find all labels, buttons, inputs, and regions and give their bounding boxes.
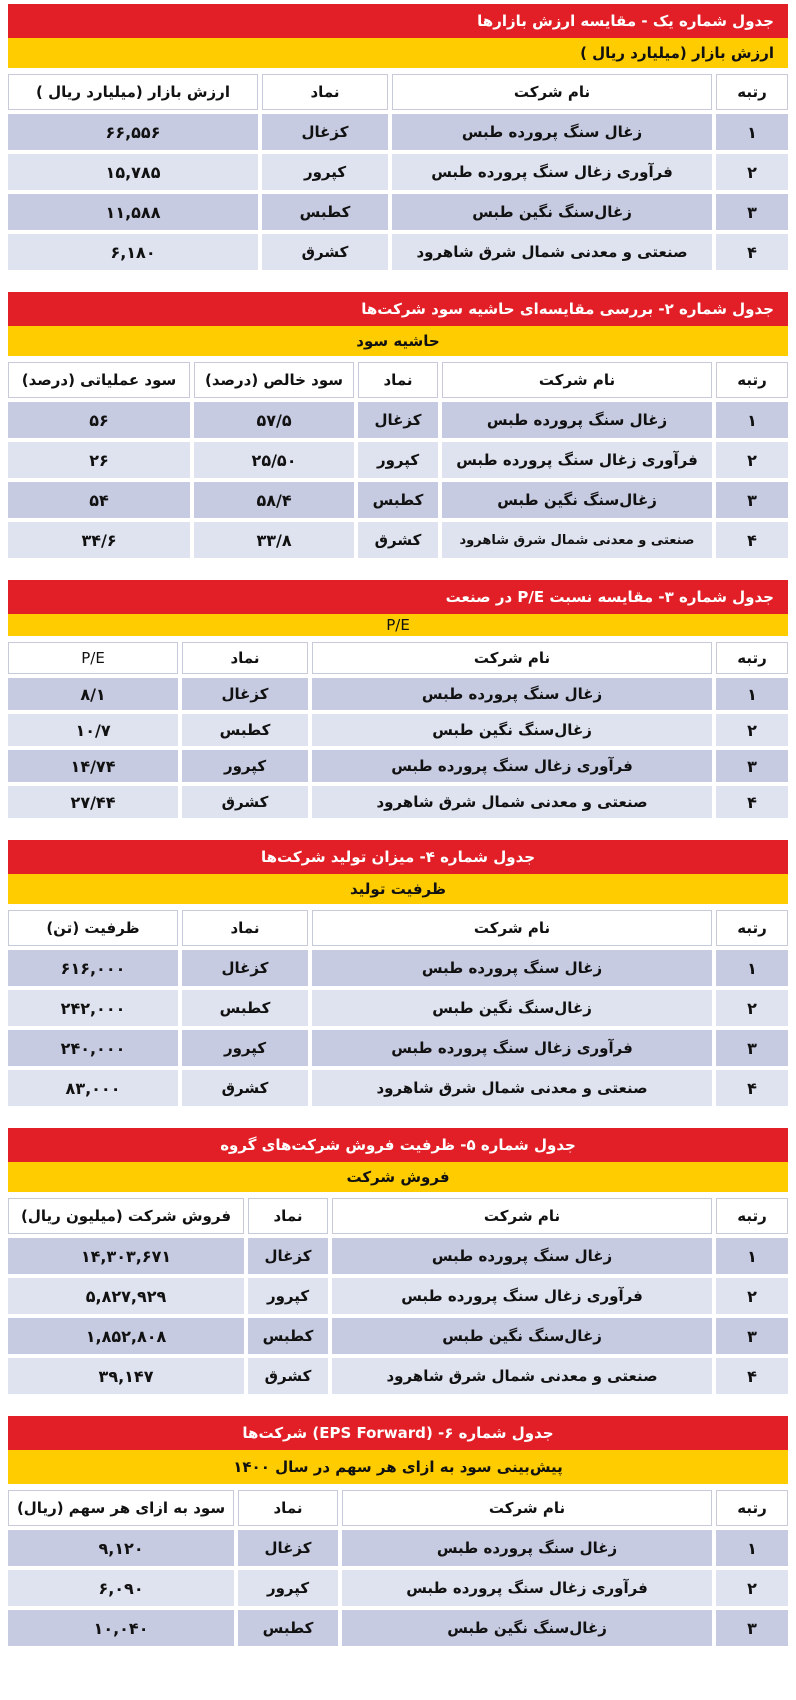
header-name: نام شرکت xyxy=(312,642,712,674)
header-name: نام شرکت xyxy=(342,1490,712,1526)
rank-cell: ۱ xyxy=(716,114,788,150)
table-row xyxy=(8,990,788,1026)
header-row xyxy=(8,642,788,674)
rank-cell: ۱ xyxy=(716,402,788,438)
header-rank: رتبه xyxy=(716,642,788,674)
value-cell: ۱۴/۷۴ xyxy=(8,750,178,782)
company-name-cell: صنعتی و معدنی شمال شرق شاهرود xyxy=(312,1070,712,1106)
value-cell: ۶۶,۵۵۶ xyxy=(8,114,258,150)
table-row xyxy=(8,950,788,986)
company-name-cell: زغال سنگ پرورده طبس xyxy=(442,402,712,438)
operating-profit-cell: ۵۴ xyxy=(8,482,190,518)
company-name-cell: زغال سنگ پرورده طبس xyxy=(332,1238,712,1274)
rank-cell: ۲ xyxy=(716,1278,788,1314)
rank-cell: ۱ xyxy=(716,1238,788,1274)
header-rank: رتبه xyxy=(716,1198,788,1234)
table-title: جدول شماره ۳- مقایسه نسبت P/E در صنعت xyxy=(8,580,788,614)
rank-cell: ۴ xyxy=(716,786,788,818)
rank-cell: ۲ xyxy=(716,1570,788,1606)
company-name-cell: زغال سنگ پرورده طبس xyxy=(342,1530,712,1566)
header-name: نام شرکت xyxy=(392,74,712,110)
symbol-cell: کشرق xyxy=(262,234,388,270)
header-name: نام شرکت xyxy=(442,362,712,398)
value-cell: ۶,۱۸۰ xyxy=(8,234,258,270)
table-row xyxy=(8,678,788,710)
company-name-cell: فرآوری زغال سنگ پرورده طبس xyxy=(442,442,712,478)
header-symbol: نماد xyxy=(262,74,388,110)
tables-container xyxy=(8,4,788,1668)
header-row xyxy=(8,1490,788,1526)
table-row xyxy=(8,154,788,190)
table-row xyxy=(8,1570,788,1606)
header-name: نام شرکت xyxy=(332,1198,712,1234)
header-symbol: نماد xyxy=(238,1490,338,1526)
symbol-cell: کپرور xyxy=(238,1570,338,1606)
company-name-cell: زغال‌سنگ نگین طبس xyxy=(442,482,712,518)
table-row xyxy=(8,1530,788,1566)
rank-cell: ۲ xyxy=(716,990,788,1026)
symbol-cell: کپرور xyxy=(182,1030,308,1066)
table-title: جدول شماره ۲- بررسی مقایسه‌ای حاشیه سود شرکت‌ها xyxy=(8,292,788,326)
company-name-cell: زغال‌سنگ نگین طبس xyxy=(312,990,712,1026)
table-6 xyxy=(8,1416,788,1646)
table-row xyxy=(8,234,788,270)
symbol-cell: کطبس xyxy=(358,482,438,518)
table-title: جدول شماره یک - مقایسه ارزش بازارها xyxy=(8,4,788,38)
value-cell: ۵,۸۲۷,۹۲۹ xyxy=(8,1278,244,1314)
header-row xyxy=(8,910,788,946)
header-symbol: نماد xyxy=(182,910,308,946)
symbol-cell: کطبس xyxy=(182,714,308,746)
company-name-cell: زغال‌سنگ نگین طبس xyxy=(342,1610,712,1646)
symbol-cell: کشرق xyxy=(248,1358,328,1394)
table-row xyxy=(8,1318,788,1354)
value-cell: ۱۴,۳۰۳,۶۷۱ xyxy=(8,1238,244,1274)
value-cell: ۹,۱۲۰ xyxy=(8,1530,234,1566)
company-name-cell: زغال‌سنگ نگین طبس xyxy=(312,714,712,746)
rank-cell: ۱ xyxy=(716,950,788,986)
symbol-cell: کزغال xyxy=(358,402,438,438)
symbol-cell: کزغال xyxy=(262,114,388,150)
company-name-cell: زغال‌سنگ نگین طبس xyxy=(392,194,712,230)
table-4 xyxy=(8,840,788,1106)
header-rank: رتبه xyxy=(716,74,788,110)
net-profit-cell: ۲۵/۵۰ xyxy=(194,442,354,478)
header-value: سود به ازای هر سهم (ریال) xyxy=(8,1490,234,1526)
symbol-cell: کپرور xyxy=(182,750,308,782)
operating-profit-cell: ۳۴/۶ xyxy=(8,522,190,558)
symbol-cell: کطبس xyxy=(182,990,308,1026)
table-subtitle: فروش شرکت xyxy=(8,1162,788,1194)
symbol-cell: کطبس xyxy=(262,194,388,230)
net-profit-cell: ۵۷/۵ xyxy=(194,402,354,438)
table-title: جدول شماره ۵- ظرفیت فروش شرکت‌های گروه xyxy=(8,1128,788,1162)
value-cell: ۸۳,۰۰۰ xyxy=(8,1070,178,1106)
symbol-cell: کطبس xyxy=(248,1318,328,1354)
table-row xyxy=(8,442,788,478)
symbol-cell: کپرور xyxy=(248,1278,328,1314)
table-row xyxy=(8,1238,788,1274)
company-name-cell: فرآوری زغال سنگ پرورده طبس xyxy=(312,750,712,782)
rank-cell: ۴ xyxy=(716,1358,788,1394)
table-row xyxy=(8,1070,788,1106)
value-cell: ۲۴۲,۰۰۰ xyxy=(8,990,178,1026)
symbol-cell: کشرق xyxy=(182,786,308,818)
table-row xyxy=(8,482,788,518)
header-net-profit: سود خالص (درصد) xyxy=(194,362,354,398)
header-name: نام شرکت xyxy=(312,910,712,946)
symbol-cell: کشرق xyxy=(182,1070,308,1106)
header-symbol: نماد xyxy=(358,362,438,398)
operating-profit-cell: ۵۶ xyxy=(8,402,190,438)
company-name-cell: فرآوری زغال سنگ پرورده طبس xyxy=(312,1030,712,1066)
company-name-cell: زغال‌سنگ نگین طبس xyxy=(332,1318,712,1354)
company-name-cell: صنعتی و معدنی شمال شرق شاهرود xyxy=(312,786,712,818)
rank-cell: ۲ xyxy=(716,442,788,478)
rank-cell: ۳ xyxy=(716,1030,788,1066)
symbol-cell: کشرق xyxy=(358,522,438,558)
value-cell: ۱۵,۷۸۵ xyxy=(8,154,258,190)
symbol-cell: کزغال xyxy=(248,1238,328,1274)
company-name-cell: صنعتی و معدنی شمال شرق شاهرود xyxy=(332,1358,712,1394)
rank-cell: ۲ xyxy=(716,714,788,746)
table-row xyxy=(8,786,788,818)
rank-cell: ۳ xyxy=(716,750,788,782)
value-cell: ۲۷/۴۴ xyxy=(8,786,178,818)
company-name-cell: زغال سنگ پرورده طبس xyxy=(312,678,712,710)
header-rank: رتبه xyxy=(716,910,788,946)
net-profit-cell: ۳۳/۸ xyxy=(194,522,354,558)
symbol-cell: کزغال xyxy=(182,950,308,986)
table-row xyxy=(8,522,788,558)
table-row xyxy=(8,194,788,230)
table-row xyxy=(8,1278,788,1314)
symbol-cell: کپرور xyxy=(358,442,438,478)
header-row xyxy=(8,74,788,110)
company-name-cell: زغال سنگ پرورده طبس xyxy=(392,114,712,150)
company-name-cell: فرآوری زغال سنگ پرورده طبس xyxy=(342,1570,712,1606)
rank-cell: ۳ xyxy=(716,482,788,518)
symbol-cell: کطبس xyxy=(238,1610,338,1646)
company-name-cell: فرآوری زغال سنگ پرورده طبس xyxy=(332,1278,712,1314)
table-subtitle: ظرفیت تولید xyxy=(8,874,788,906)
header-symbol: نماد xyxy=(248,1198,328,1234)
header-row xyxy=(8,1198,788,1234)
value-cell: ۱۱,۵۸۸ xyxy=(8,194,258,230)
table-1 xyxy=(8,4,788,270)
value-cell: ۱۰,۰۴۰ xyxy=(8,1610,234,1646)
net-profit-cell: ۵۸/۴ xyxy=(194,482,354,518)
rank-cell: ۲ xyxy=(716,154,788,190)
table-2 xyxy=(8,292,788,558)
header-rank: رتبه xyxy=(716,362,788,398)
operating-profit-cell: ۲۶ xyxy=(8,442,190,478)
value-cell: ۲۴۰,۰۰۰ xyxy=(8,1030,178,1066)
table-title: جدول شماره ۶- (EPS Forward) شرکت‌ها xyxy=(8,1416,788,1450)
table-subtitle: حاشیه سود xyxy=(8,326,788,358)
rank-cell: ۱ xyxy=(716,1530,788,1566)
symbol-cell: کپرور xyxy=(262,154,388,190)
value-cell: ۱,۸۵۲,۸۰۸ xyxy=(8,1318,244,1354)
header-value: ارزش بازار (میلیارد ریال ) xyxy=(8,74,258,110)
table-subtitle: P/E xyxy=(8,614,788,638)
rank-cell: ۱ xyxy=(716,678,788,710)
table-subtitle: ارزش بازار (میلیارد ریال ) xyxy=(8,38,788,70)
company-name-cell: صنعتی و معدنی شمال شرق شاهرود xyxy=(442,522,712,558)
table-row xyxy=(8,1610,788,1646)
value-cell: ۶۱۶,۰۰۰ xyxy=(8,950,178,986)
rank-cell: ۳ xyxy=(716,1610,788,1646)
table-3 xyxy=(8,580,788,818)
header-operating-profit: سود عملیاتی (درصد) xyxy=(8,362,190,398)
table-row xyxy=(8,714,788,746)
table-row xyxy=(8,750,788,782)
value-cell: ۳۹,۱۴۷ xyxy=(8,1358,244,1394)
header-value: P/E xyxy=(8,642,178,674)
table-row xyxy=(8,402,788,438)
symbol-cell: کزغال xyxy=(238,1530,338,1566)
table-title: جدول شماره ۴- میزان تولید شرکت‌ها xyxy=(8,840,788,874)
company-name-cell: صنعتی و معدنی شمال شرق شاهرود xyxy=(392,234,712,270)
table-subtitle: پیش‌بینی سود به ازای هر سهم در سال ۱۴۰۰ xyxy=(8,1450,788,1486)
rank-cell: ۴ xyxy=(716,1070,788,1106)
header-row xyxy=(8,362,788,398)
header-value: ظرفیت (تن) xyxy=(8,910,178,946)
header-symbol: نماد xyxy=(182,642,308,674)
table-row xyxy=(8,1358,788,1394)
value-cell: ۶,۰۹۰ xyxy=(8,1570,234,1606)
rank-cell: ۳ xyxy=(716,194,788,230)
rank-cell: ۳ xyxy=(716,1318,788,1354)
table-row xyxy=(8,114,788,150)
value-cell: ۸/۱ xyxy=(8,678,178,710)
company-name-cell: فرآوری زغال سنگ پرورده طبس xyxy=(392,154,712,190)
company-name-cell: زغال سنگ پرورده طبس xyxy=(312,950,712,986)
rank-cell: ۴ xyxy=(716,522,788,558)
table-row xyxy=(8,1030,788,1066)
rank-cell: ۴ xyxy=(716,234,788,270)
header-rank: رتبه xyxy=(716,1490,788,1526)
value-cell: ۱۰/۷ xyxy=(8,714,178,746)
header-value: فروش شرکت (میلیون ریال) xyxy=(8,1198,244,1234)
symbol-cell: کزغال xyxy=(182,678,308,710)
table-5 xyxy=(8,1128,788,1394)
